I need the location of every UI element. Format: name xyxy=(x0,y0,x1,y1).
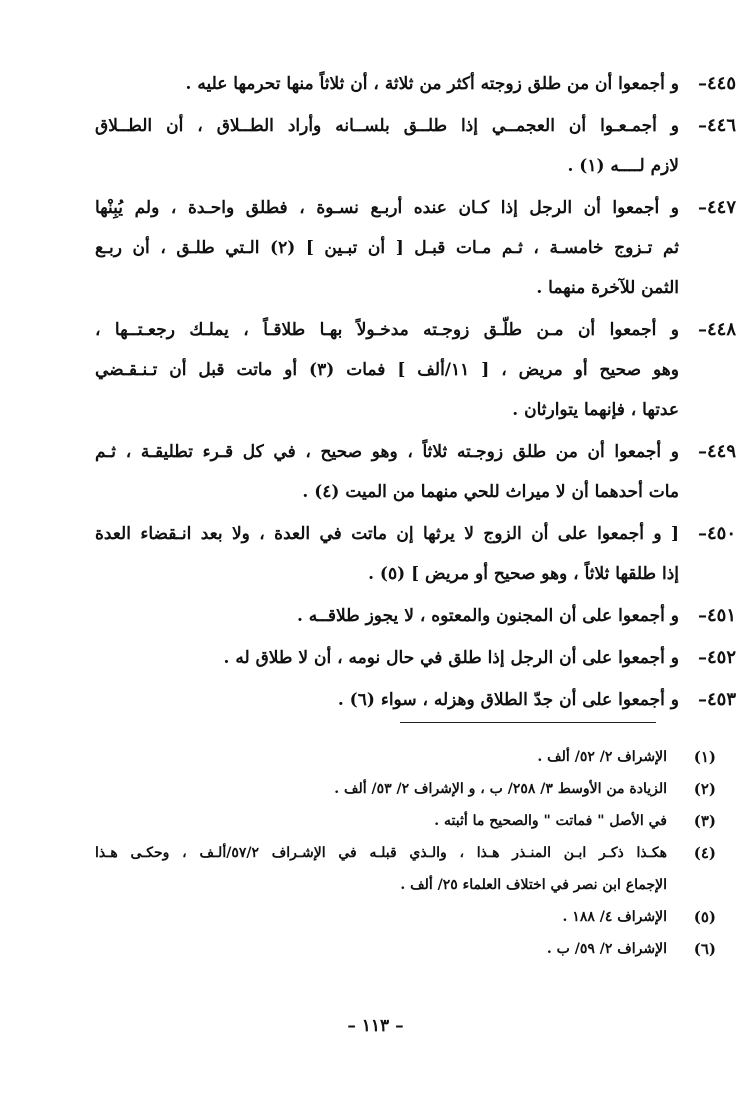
entry-451 xyxy=(95,596,736,636)
footnote-2 xyxy=(95,773,716,805)
entry-446 xyxy=(95,106,736,186)
entry-number: ٤٤٩– xyxy=(697,441,736,462)
footnote-5 xyxy=(95,901,716,933)
footnote-6 xyxy=(95,933,716,965)
entry-line: و أجمعوا أن الرجل إذا كـان عنده أربـع نسـوة ، فطلق واحـدة ، ولم يُبِنْها xyxy=(95,198,679,218)
entry-line: ثم تـزوج خامسـة ، ثـم مـات قبـل [ أن تبـين ] (٢) الـتي طلـق ، أن ربـع xyxy=(95,238,679,258)
entry-449 xyxy=(95,432,736,512)
entry-number: ٤٥٣– xyxy=(697,689,736,710)
footnote-number: (٣) xyxy=(693,812,716,830)
entry-line: و أجمعوا أن مـن طلّـق زوجـته مدخـولاً بهـا طلاقـاً ، يملـك رجعـتــها ، xyxy=(95,320,679,340)
entry-line: و أجمعوا أن من طلق زوجـته ثلاثاً ، وهو صحيح ، في كل قـرء تطليقـة ، ثـم xyxy=(95,442,679,462)
footnote-text: الزيادة من الأوسط ٣/ ٢٥٨/ ب ، و الإشراف ٢/ ٥٣/ ألف . xyxy=(334,781,667,797)
footnote-text: في الأصل " فماتت " والصحيح ما أثبته . xyxy=(434,813,667,829)
entry-line: و أجمـعـوا أن العجمــي إذا طلــق بلســانه وأراد الطــلاق ، أن الطــلاق xyxy=(95,116,679,136)
entry-line: و أجمعوا على أن المجنون والمعتوه ، لا يجوز طلاقــه . xyxy=(296,606,679,626)
entry-line: الثمن للآخرة منهما . xyxy=(536,278,679,298)
footnote-1 xyxy=(95,741,716,773)
footnote-number: (٥) xyxy=(693,908,716,926)
entry-line: إذا طلقها ثلاثاً ، وهو صحيح أو مريض ] (٥) . xyxy=(368,564,679,584)
entry-number: ٤٤٧– xyxy=(697,197,736,218)
entry-448 xyxy=(95,310,736,430)
footnote-number: (٢) xyxy=(693,780,716,798)
footnote-4 xyxy=(95,837,716,901)
entry-line: عدتها ، فإنهما يتوارثان . xyxy=(512,400,679,420)
entry-447 xyxy=(95,188,736,308)
entry-number: ٤٥٠– xyxy=(697,523,736,544)
entry-line: و أجمعوا على أن الرجل إذا طلق في حال نومه ، أن لا طلاق له . xyxy=(223,648,679,668)
footnote-text: الإشراف ٢/ ٥٢/ ألف . xyxy=(537,749,667,765)
footnote-divider xyxy=(400,722,656,723)
footnote-text: الإشراف ٢/ ٥٩/ ب . xyxy=(546,941,667,957)
footnote-number: (٦) xyxy=(693,940,716,958)
entry-445 xyxy=(95,64,736,104)
entry-line: وهو صحيح أو مريض ، [ ١١/ألف ] فمات (٣) أو ماتت قبل أن تـنـقـضي xyxy=(95,360,679,380)
footnotes xyxy=(95,741,716,965)
entry-number: ٤٤٥– xyxy=(697,73,736,94)
entry-line: و أجمعوا على أن جدّ الطلاق وهزله ، سواء (٦) . xyxy=(337,690,679,710)
entry-number: ٤٥١– xyxy=(697,605,736,626)
footnote-text: هكـذا ذكـر ابـن المنـذر هـذا ، والـذي قبلـه في الإشـراف ٥٧/٢/ألـف ، وحكـى هـذا xyxy=(95,845,667,861)
entry-452 xyxy=(95,638,736,678)
entry-number: ٤٤٦– xyxy=(697,115,736,136)
footnote-text: الإجماع ابن نصر في اختلاف العلماء ٢٥/ ألف . xyxy=(400,877,667,893)
entry-number: ٤٤٨– xyxy=(697,319,736,340)
entry-453 xyxy=(95,680,736,720)
consensus-entries xyxy=(95,64,736,722)
footnote-number: (١) xyxy=(693,748,716,766)
entry-line: و أجمعوا أن من طلق زوجته أكثر من ثلاثة ، أن ثلاثاً منها تحرمها عليه . xyxy=(185,74,679,94)
footnote-3 xyxy=(95,805,716,837)
entry-line: [ و أجمعوا على أن الزوج لا يرثها إن ماتت في العدة ، ولا بعد انـقضاء العدة xyxy=(95,524,679,544)
footnote-text: الإشراف ٤/ ١٨٨ . xyxy=(562,909,667,925)
entry-number: ٤٥٢– xyxy=(697,647,736,668)
entry-450 xyxy=(95,514,736,594)
entry-line: لازم لــــه (١) . xyxy=(567,156,679,176)
entry-line: مات أحدهما أن لا ميراث للحي منهما من الميت (٤) . xyxy=(302,482,679,502)
footnote-number: (٤) xyxy=(693,844,716,862)
page-number: – ١١٣ – xyxy=(347,1016,404,1036)
